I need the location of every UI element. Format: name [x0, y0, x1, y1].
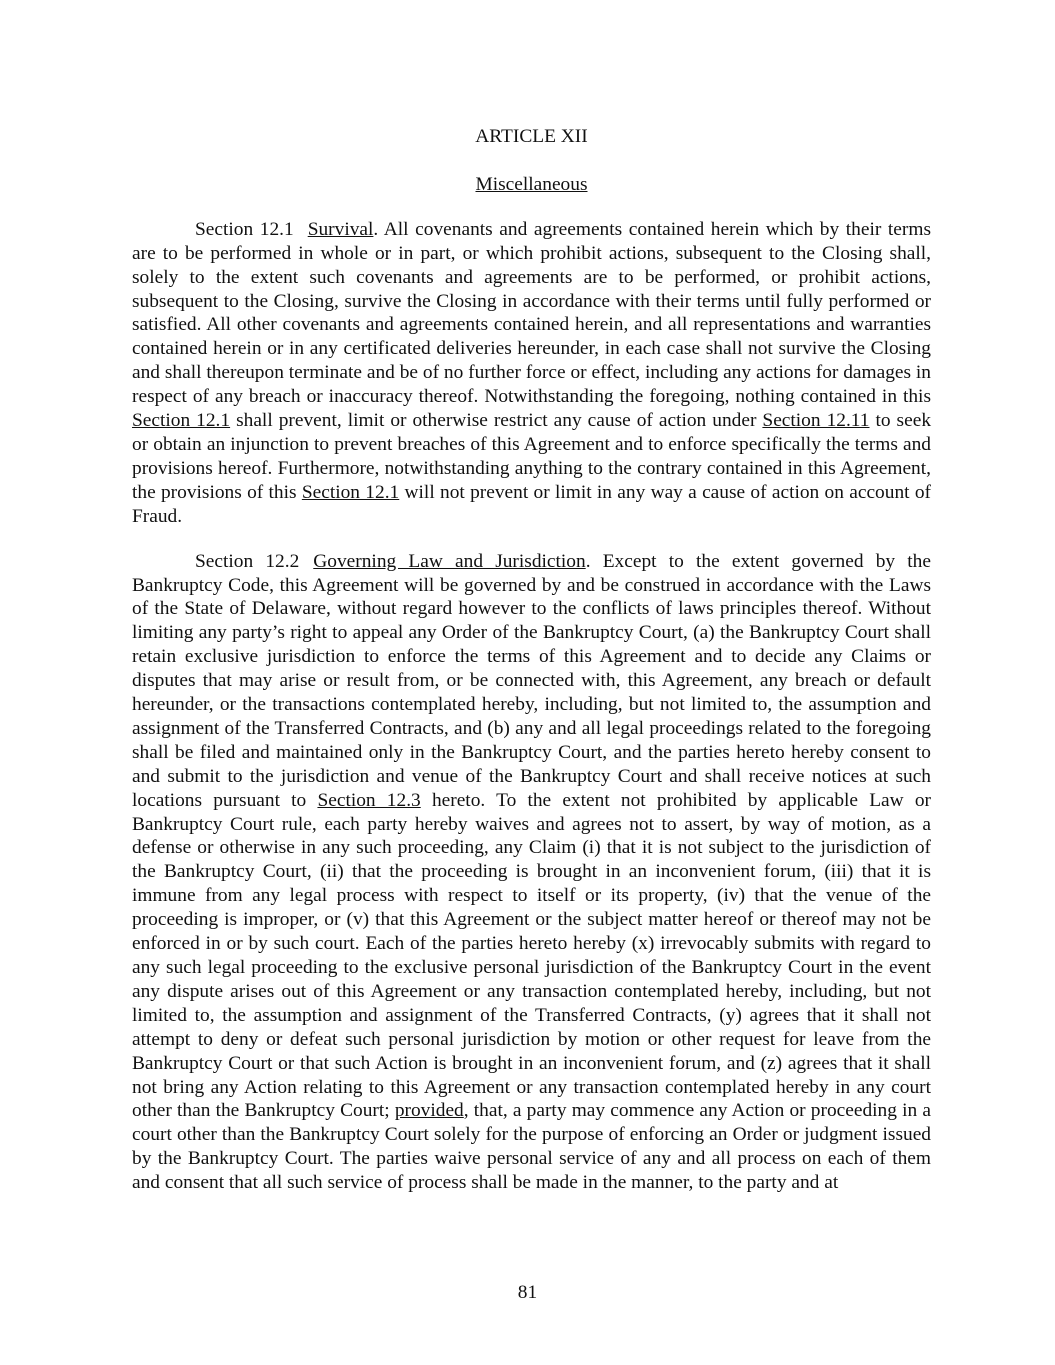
page-number: 81 — [517, 1282, 538, 1303]
defined-term: provided — [394, 1100, 464, 1122]
cross-reference: Section 12.1 — [132, 410, 231, 432]
section-text: hereto. To the extent not prohibited by applicable Law or Bankruptcy Court rule, each party hereby waives and agrees not to assert, by way of motion, as a defense or otherwise in any such proceeding, any Claim (i) that it is not subject to the jurisdiction of the Bankruptcy Court, (ii) that the proceeding is brought in an inconvenient forum, (iii) that it is immune from any legal process with respect to itself or its property, (iv) that the venue of the proceeding is improper, or (v) that this Agreement or the subject matter hereof or thereof may not be enforced in or by such court. Each of the parties hereto hereby (x) irrevocably submits with regard to any such legal proceeding to the exclusive personal jurisdiction of the Bankruptcy Court in the event any dispute arises out of this Agreement or any transaction contemplated hereby, including, but not limited to, the assumption and assignment of the Transferred Contracts, (y) agrees that it shall not attempt to deny or defeat such personal jurisdiction by motion or other request for leave from the Bankruptcy Court or that such Action is brought in an inconvenient forum, and (z) agrees that it shall not bring any Action relating to this Agreement or any transaction contemplated hereby in any court other than the Bankruptcy Court; — [132, 789, 932, 1122]
section-text: to seek or obtain an injunction to prevent breaches of this Agreement and to enforce specifically the terms and provisions hereof. Furthermore, notwithstanding anything to the contrary contained in this Agreement, the provisions of this — [132, 410, 932, 503]
article-title: ARTICLE XII — [475, 126, 588, 147]
article-subtitle: Miscellaneous — [475, 173, 588, 195]
section-number: Section 12.2 — [195, 550, 300, 572]
cross-reference: Section 12.1 — [301, 481, 400, 503]
section-text: , that, a party may commence any Action or proceeding in a court other than the Bankruptcy Court solely for the purpose of enforcing an Order or judgment issued by the Bankruptcy Court. The parties waive personal service of any and all process on each of them and consent that all such service of process shall be made in the manner, to the party and at — [132, 1100, 931, 1194]
section-text: will not prevent or limit in any way a cause of action on account of Fraud. — [132, 481, 931, 527]
document-page — [132, 120, 931, 1195]
section-heading: Survival — [307, 218, 374, 240]
section-heading: Governing Law and Jurisdiction — [313, 550, 586, 572]
section-number: Section 12.1 — [195, 218, 294, 240]
cross-reference: Section 12.11 — [762, 410, 870, 432]
section-text: . All covenants and agreements contained herein which by their terms are to be performed in whole or in part, or which prohibit actions, subsequent to the Closing shall, solely to the extent such covenants and agreements are to be performed, or prohibit actions, subsequent to the Closing, survive the Closing in accordance with their terms until fully performed or satisfied. All other covenants and agreements contained herein, and all representations and warranties contained herein or in any certificated deliveries hereunder, in each case shall not survive the Closing and shall thereupon terminate and be of no further force or effect, including any actions for damages in respect of any breach or inaccuracy thereof. Notwithstanding the foregoing, nothing contained in this — [132, 218, 931, 408]
section-12-2 — [132, 550, 931, 1195]
section-text: shall prevent, limit or otherwise restrict any cause of action under — [230, 410, 763, 432]
cross-reference: Section 12.3 — [317, 789, 421, 811]
section-text: . Except to the extent governed by the Bankruptcy Code, this Agreement will be governed by and be construed in accordance with the Laws of the State of Delaware, without regard however to the conflicts of laws principles thereof. Without limiting any party’s right to appeal any Order of the Bankruptcy Court, (a) the Bankruptcy Court shall retain exclusive jurisdiction to enforce the terms of this Agreement and to decide any Claims or disputes that may arise or result from, or be connected with, this Agreement, any breach or default hereunder, or the transactions contemplated hereby, including, but not limited to, the assumption and assignment of the Transferred Contracts, and (b) any and all legal proceedings related to the foregoing shall be filed and maintained only in the Bankruptcy Court, and the parties hereto hereby consent to and submit to the jurisdiction and venue of the Bankruptcy Court and shall receive notices at such locations pursuant to — [132, 550, 931, 811]
section-12-1 — [132, 218, 931, 529]
